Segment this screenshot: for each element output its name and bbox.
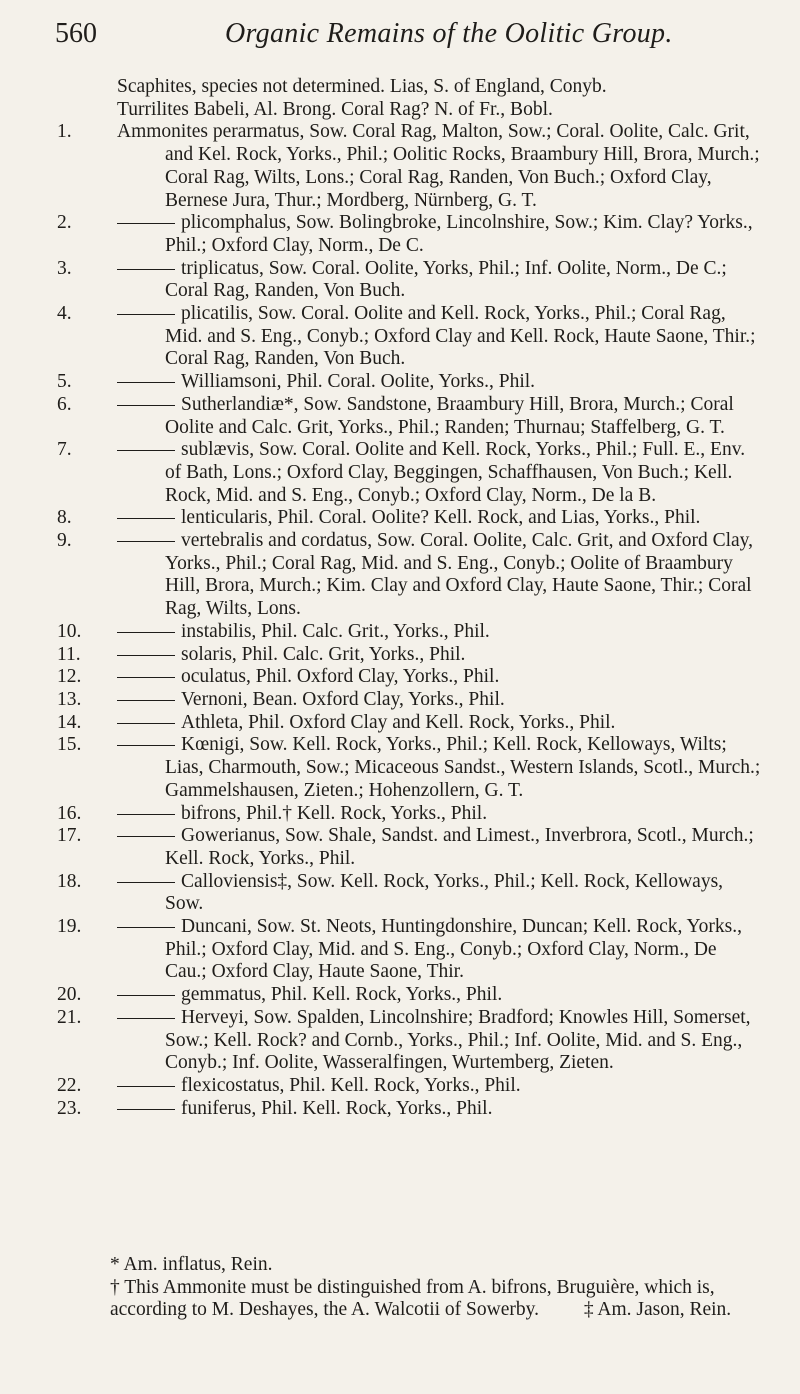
ditto-dash [117,882,175,883]
entry-body: gemmatus, Phil. Kell. Rock, Yorks., Phil. [181,984,503,1006]
footnote: * Am. inflatus, Rein. [110,1254,273,1275]
entry-text [117,689,762,712]
entry-text [117,644,762,667]
ditto-dash [117,655,175,656]
entry-body: Herveyi, Sow. Spalden, Lincolnshire; Bradford; Knowles Hill, Somerset, Sow.; Kell. Rock? and Cornb., Yorks., Phil.; Inf. Oolite, Mid. and S. Eng., Conyb.; Inf. Oolite, Wasseralfingen, Wurtemberg, Zieten. [165,1006,751,1074]
entry-body: bifrons, Phil.† Kell. Rock, Yorks., Phil. [181,802,488,824]
list-item [57,1074,762,1098]
entry-body: plicatilis, Sow. Coral. Oolite and Kell. Rock, Yorks., Phil.; Coral Rag, Mid. and S. Eng., Conyb.; Oxford Clay and Kell. Rock, Haute Saone, Thir.; Coral Rag, Randen, Von Buch. [165,303,756,370]
ditto-dash [117,632,175,633]
entry-text [117,507,762,530]
ditto-dash [117,450,175,451]
entry-number: 16. [57,802,82,824]
ditto-dash [117,1109,175,1110]
entry-number: 1. [57,121,72,143]
list-item [57,507,762,530]
entry-number: 6. [57,393,72,415]
entry-body: sublævis, Sow. Coral. Oolite and Kell. Rock, Yorks., Phil.; Full. E., Env. of Bath, Lons.; Oxford Clay, Beggingen, Schaffhausen, Von Buch.; Kell. Rock, Mid. and S. Eng., Conyb.; Oxford Clay, Norm., De la B. [165,439,746,506]
entry-number: 23. [57,1097,82,1119]
ditto-dash [117,723,175,724]
ditto-dash [117,223,175,224]
footnote [55,1277,762,1322]
list-item [57,734,762,802]
ditto-dash [117,1086,175,1087]
entry-text [117,871,762,916]
list-item [57,121,762,212]
entry-text [117,803,762,826]
intro-line: Scaphites, species not determined. Lias, S. of England, Conyb. [117,76,607,97]
entry-text [117,916,762,984]
entry-number: 20. [57,984,82,1006]
list-item [57,393,762,439]
entry-body: Vernoni, Bean. Oxford Clay, Yorks., Phil. [181,688,505,710]
list-item [57,825,762,870]
list-item [57,870,762,916]
list-item [57,688,762,712]
entry-body: funiferus, Phil. Kell. Rock, Yorks., Phil. [181,1097,493,1119]
ditto-dash [117,518,175,519]
entry-number: 13. [57,688,82,710]
entry-number: 4. [57,303,72,325]
entry-number: 22. [57,1074,82,1096]
entry-text [117,734,762,802]
list-item [57,439,762,507]
list-item [57,371,762,394]
entry-body: Kœnigi, Sow. Kell. Rock, Yorks., Phil.; Kell. Rock, Kelloways, Wilts; Lias, Charmouth, Sow.; Micaceous Sandst., Western Islands, Scotl., Murch.; Gammelshausen, Zieten.; Hohenzollern, G. T. [165,734,761,801]
ditto-dash [117,1018,175,1019]
ditto-dash [117,405,175,406]
entry-body: Athleta, Phil. Oxford Clay and Kell. Rock, Yorks., Phil. [181,711,616,733]
list-item [57,212,762,257]
entry-number: 8. [57,507,72,529]
entry-body: Calloviensis‡, Sow. Kell. Rock, Yorks., Phil.; Kell. Rock, Kelloways, Sow. [165,870,724,915]
entry-text [117,121,762,212]
intro-line: Turrilites Babeli, Al. Brong. Coral Rag? N. of Fr., Bobl. [117,98,553,120]
entry-body: solaris, Phil. Calc. Grit, Yorks., Phil. [181,643,466,665]
entry-number: 10. [57,620,82,642]
entry-body: vertebralis and cordatus, Sow. Coral. Oolite, Calc. Grit, and Oxford Clay, Yorks., Phil.; Coral Rag, Mid. and S. Eng., Conyb.; Oolite of Braambury Hill, Brora, Murch.; Kim. Clay and Oxford Clay, Haute Saone, Thir.; Coral Rag, Wilts, Lons. [165,530,754,620]
entry-body: lenticularis, Phil. Coral. Oolite? Kell. Rock, and Lias, Yorks., Phil. [181,507,701,529]
entry-body: Williamsoni, Phil. Coral. Oolite, Yorks., Phil. [181,371,536,393]
entry-body: Ammonites perarmatus, Sow. Coral Rag, Malton, Sow.; Coral. Oolite, Calc. Grit, and Kel. Rock, Yorks., Phil.; Oolitic Rocks, Braambury Hill, Brora, Murch.; Coral Rag, Wilts, Lons.; Coral Rag, Randen, Von Buch.; Oxford Clay, Bernese Jura, Thur.; Mordberg, Nürnberg, G. T. [117,121,760,211]
ditto-dash [117,269,175,270]
list-item [57,1006,762,1075]
entry-body: triplicatus, Sow. Coral. Oolite, Yorks, Phil.; Inf. Oolite, Norm., De C.; Coral Rag, Randen, Von Buch. [165,257,727,302]
ditto-dash [117,814,175,815]
list-item [57,984,762,1007]
entry-text [117,1007,762,1075]
entry-body: Sutherlandiæ*, Sow. Sandstone, Braambury Hill, Brora, Murch.; Coral Oolite and Calc. Grit, Yorks., Phil.; Randen; Thurnau; Staffelberg, G. T. [165,393,734,438]
entry-text [117,666,762,689]
ditto-dash [117,927,175,928]
entry-text [117,371,762,394]
entry-number: 17. [57,825,82,847]
entry-text [117,258,762,303]
entry-text [117,712,762,735]
entry-text [117,1098,762,1121]
entry-text [117,303,762,371]
entry-number: 11. [57,643,81,665]
entry-text [117,439,762,507]
list-item [57,916,762,984]
list-item [57,802,762,826]
entry-text [117,530,762,621]
entry-number: 12. [57,666,82,688]
footnotes [55,1254,762,1322]
ammonite-list [0,121,800,1120]
entry-number: 7. [57,439,72,461]
entry-number: 14. [57,711,82,733]
entry-number: 9. [57,530,72,552]
ditto-dash [117,382,175,383]
list-item [57,620,762,644]
list-item [57,666,762,689]
entry-body: oculatus, Phil. Oxford Clay, Yorks., Phil. [181,666,500,688]
ditto-dash [117,995,175,996]
entry-number: 15. [57,734,82,756]
footnote: ‡ Am. Jason, Rein. [583,1299,732,1321]
entry-body: Gowerianus, Sow. Shale, Sandst. and Limest., Inverbrora, Scotl., Murch.; Kell. Rock, Yorks., Phil. [165,825,754,869]
entry-text [117,825,762,870]
ditto-dash [117,836,175,837]
entry-number: 2. [57,212,72,234]
entry-body: flexicostatus, Phil. Kell. Rock, Yorks., Phil. [181,1074,521,1096]
entry-text [117,984,762,1007]
list-item [57,257,762,303]
running-title: Organic Remains of the Oolitic Group. [225,18,673,49]
list-item [57,643,762,667]
entry-body: Duncani, Sow. St. Neots, Huntingdonshire, Duncan; Kell. Rock, Yorks., Phil.; Oxford Clay, Mid. and S. Eng., Conyb.; Oxford Clay, Norm., De Cau.; Oxford Clay, Haute Saone, Thir. [165,916,742,983]
page-body [0,76,800,1120]
entry-number: 5. [57,371,72,393]
entry-number: 19. [57,916,82,938]
list-item [57,530,762,621]
entry-body: instabilis, Phil. Calc. Grit., Yorks., Phil. [181,620,490,642]
ditto-dash [117,677,175,678]
ditto-dash [117,314,175,315]
entry-text [117,621,762,644]
list-item [57,303,762,371]
entry-number: 21. [57,1006,82,1028]
ditto-dash [117,700,175,701]
entry-number: 18. [57,870,82,892]
list-item [57,711,762,735]
entry-body: plicomphalus, Sow. Bolingbroke, Lincolnshire, Sow.; Kim. Clay? Yorks., Phil.; Oxford Clay, Norm., De C. [165,212,753,256]
entry-number: 3. [57,257,72,279]
list-item [57,1097,762,1121]
page-number: 560 [55,18,97,49]
entry-text [117,394,762,439]
entry-text [117,1075,762,1098]
ditto-dash [117,745,175,746]
footnote-text: † This Ammonite must be distinguished from A. bifrons, Bruguière, which is, according to M. Deshayes, the A. Walcotii of Sowerby. [110,1276,715,1321]
ditto-dash [117,541,175,542]
page-header [55,10,760,50]
entry-text [117,212,762,257]
